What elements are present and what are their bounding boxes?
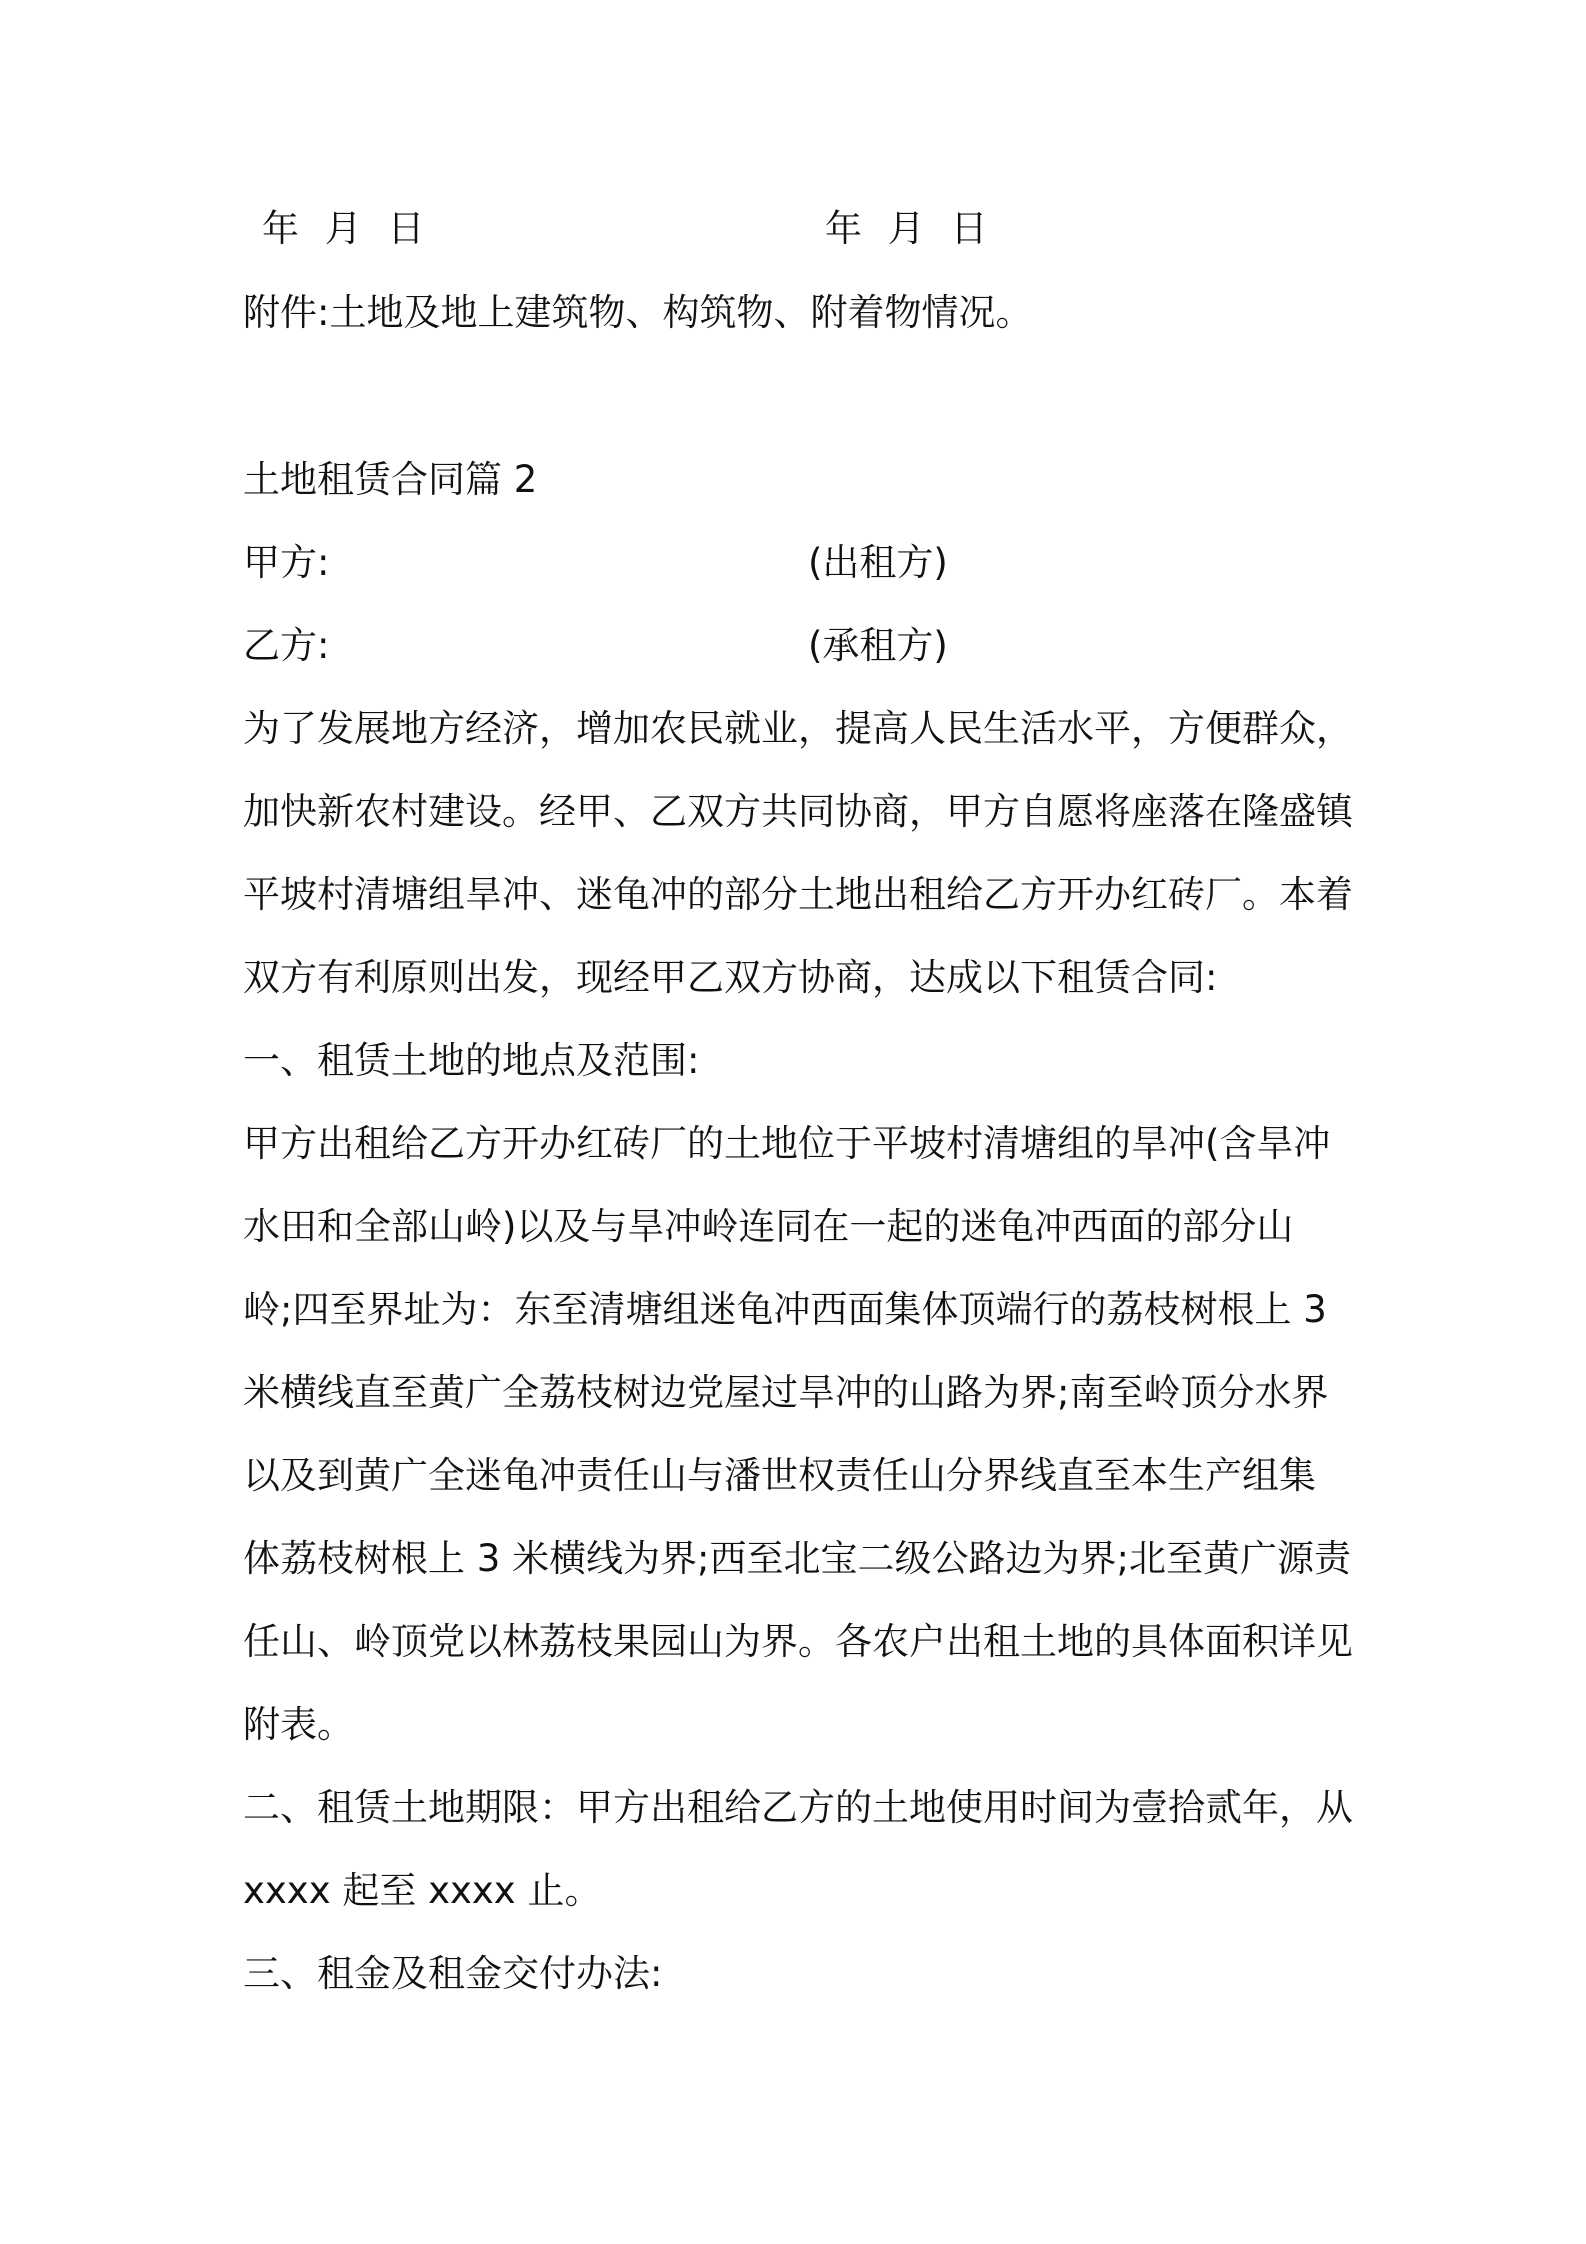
section1-line: 附表。	[243, 1703, 354, 1746]
section1-line: 以及到黄广全迷龟冲责任山与潘世权责任山分界线直至本生产组集	[243, 1454, 1316, 1497]
section2-line: 二、租赁土地期限：甲方出租给乙方的土地使用时间为壹拾贰年，从	[243, 1786, 1353, 1829]
contract-title: 土地租赁合同篇 2	[243, 458, 538, 501]
party-a-role: (出租方)	[808, 541, 948, 584]
party-b-row	[243, 624, 329, 668]
section3-heading: 三、租金及租金交付办法:	[243, 1952, 663, 1995]
section1-heading: 一、租赁土地的地点及范围:	[243, 1039, 700, 1082]
section2-line: xxxx 起至 xxxx 止。	[243, 1869, 602, 1912]
preamble-line: 加快新农村建设。经甲、乙双方共同协商，甲方自愿将座落在隆盛镇	[243, 790, 1353, 833]
signature-date-right: 年 月 日	[825, 207, 988, 250]
section1-line: 体荔枝树根上 3 米横线为界;西至北宝二级公路边为界;北至黄广源责	[243, 1537, 1351, 1580]
preamble-line: 为了发展地方经济，增加农民就业，提高人民生活水平，方便群众，	[243, 707, 1353, 750]
preamble-line: 双方有利原则出发，现经甲乙双方协商，达成以下租赁合同:	[243, 956, 1218, 999]
party-a-row	[243, 541, 329, 585]
preamble-line: 平坡村清塘组旱冲、迷龟冲的部分土地出租给乙方开办红砖厂。本着	[243, 873, 1353, 916]
section1-line: 甲方出租给乙方开办红砖厂的土地位于平坡村清塘组的旱冲(含旱冲	[243, 1122, 1331, 1165]
party-a-label: 甲方:	[243, 541, 330, 584]
signature-date-left: 年 月 日	[262, 207, 425, 250]
section1-line: 任山、岭顶党以林荔枝果园山为界。各农户出租土地的具体面积详见	[243, 1620, 1353, 1663]
attachment-line: 附件:土地及地上建筑物、构筑物、附着物情况。	[243, 291, 1033, 334]
section1-line: 米横线直至黄广全荔枝树边党屋过旱冲的山路为界;南至岭顶分水界	[243, 1371, 1329, 1414]
section1-line: 水田和全部山岭)以及与旱冲岭连同在一起的迷龟冲西面的部分山	[243, 1205, 1294, 1248]
section1-line: 岭;四至界址为：东至清塘组迷龟冲西面集体顶端行的荔枝树根上 3	[243, 1288, 1327, 1331]
party-b-label: 乙方:	[243, 624, 330, 667]
party-b-role: (承租方)	[808, 624, 948, 667]
